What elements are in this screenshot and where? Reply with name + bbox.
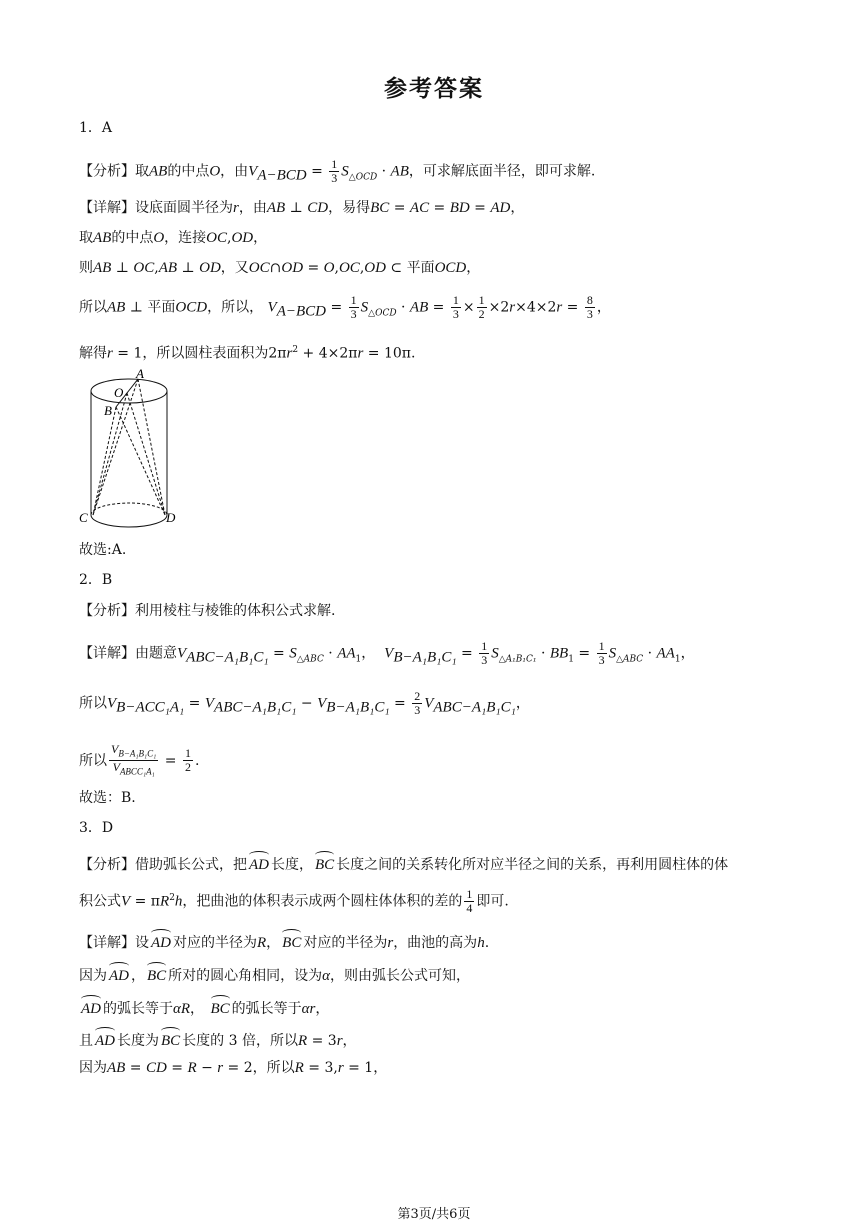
q1-analysis: 【分析】取AB的中点O，由$V_{A-BCD}$ = $\frac{1}{3}$ $S_{\triangle OCD}$ · AB，可求解底面半径，即可求解.: [79, 157, 596, 185]
q3-analysis-1: 【分析】借助弧长公式，把 AD 长度， BC 长度之间的关系转化所对应半径之间的关系，再利用圆柱体的体: [79, 850, 728, 875]
q1-line3: 取AB的中点O，连接OC,OD，: [79, 230, 268, 246]
cylinder-figure: [76, 365, 186, 535]
q3-line5: 且 AD 长度为 BC 长度的 3 倍，所以R = 3r，: [79, 1026, 357, 1051]
q3-line3: 因为 AD ， BC 所对的圆心角相同，设为α，则由弧长公式可知，: [79, 961, 470, 986]
label-a: A: [136, 366, 144, 381]
q1-detail: 【详解】设底面圆半径为r，由AB ⊥ CD，易得BC = AC = BD = AD，: [79, 200, 525, 216]
q2-number: 2．B: [79, 572, 113, 588]
q1-line6: 解得r = 1，所以圆柱表面积为$2\pi r^2 + 4\times 2\pi r = 10\pi$.: [79, 345, 416, 362]
q3-number: 3．D: [79, 820, 114, 836]
label-o: O: [114, 385, 124, 400]
q1-line4: 则AB ⊥ OC,AB ⊥ OD，又OC∩OD = O,OC,OD ⊂ 平面OCD，: [79, 260, 481, 276]
label-d: D: [166, 510, 176, 525]
q3-line6: 因为AB = CD = R − r = 2，所以R = 3,r = 1，: [79, 1060, 388, 1076]
q2-line4: 所以 $V_{B-A_1B_1C_1}$ $V_{ABCC_1A_1}$ = $\frac{1}{2}$ .: [79, 742, 200, 777]
q3-analysis-2: 积公式$V = \pi R^2h$，把曲池的体积表示成两个圆柱体体积的差的 $\frac{1}{4}$ 即可.: [79, 887, 509, 916]
q1-number: 1．A: [79, 120, 113, 136]
q1-line5: 所以AB ⊥ 平面OCD，所以， $V_{A-BCD}$ = $\frac{1}{3}$ $S_{\triangle OCD}$ · AB = $\frac{1}{3}$ × $\frac{1}{2}$ ×2r×4×2r = $\frac{8}{3}$ ，: [79, 293, 611, 321]
q2-line3: 所以$V_{B-ACC_1A_1} = V_{ABC-A_1B_1C_1} - V_{B-A_1B_1C_1}$ = $\frac{2}{3}$ $V_{ABC-A_1B_1C_1}$，: [79, 689, 530, 717]
q2-detail: 【详解】由题意$V_{ABC-A_1B_1C_1} = S_{\triangle ABC} \cdot AA_1$， $V_{B-A_1B_1C_1}$ = $\frac{1}{3}$ $S_{\triangle A_1B_1C_1} \cdot BB_1$ = $\frac{1}{3}$ $S_{\triangle ABC} \cdot AA_1$，: [79, 639, 695, 667]
page-title: 参考答案: [384, 76, 484, 102]
q2-answer: 故选：B.: [79, 790, 136, 806]
q1-answer: 故选:A.: [79, 542, 127, 558]
q3-detail: 【详解】设 AD 对应的半径为R， BC 对应的半径为r，曲池的高为h.: [79, 928, 489, 953]
label-b: B: [104, 403, 112, 418]
q3-line4: AD 的弧长等于αR， BC 的弧长等于αr，: [79, 994, 329, 1019]
q2-analysis: 【分析】利用棱柱与棱锥的体积公式求解.: [79, 603, 336, 619]
label-c: C: [79, 510, 88, 525]
page-footer: 第3页/共6页: [397, 1207, 471, 1222]
